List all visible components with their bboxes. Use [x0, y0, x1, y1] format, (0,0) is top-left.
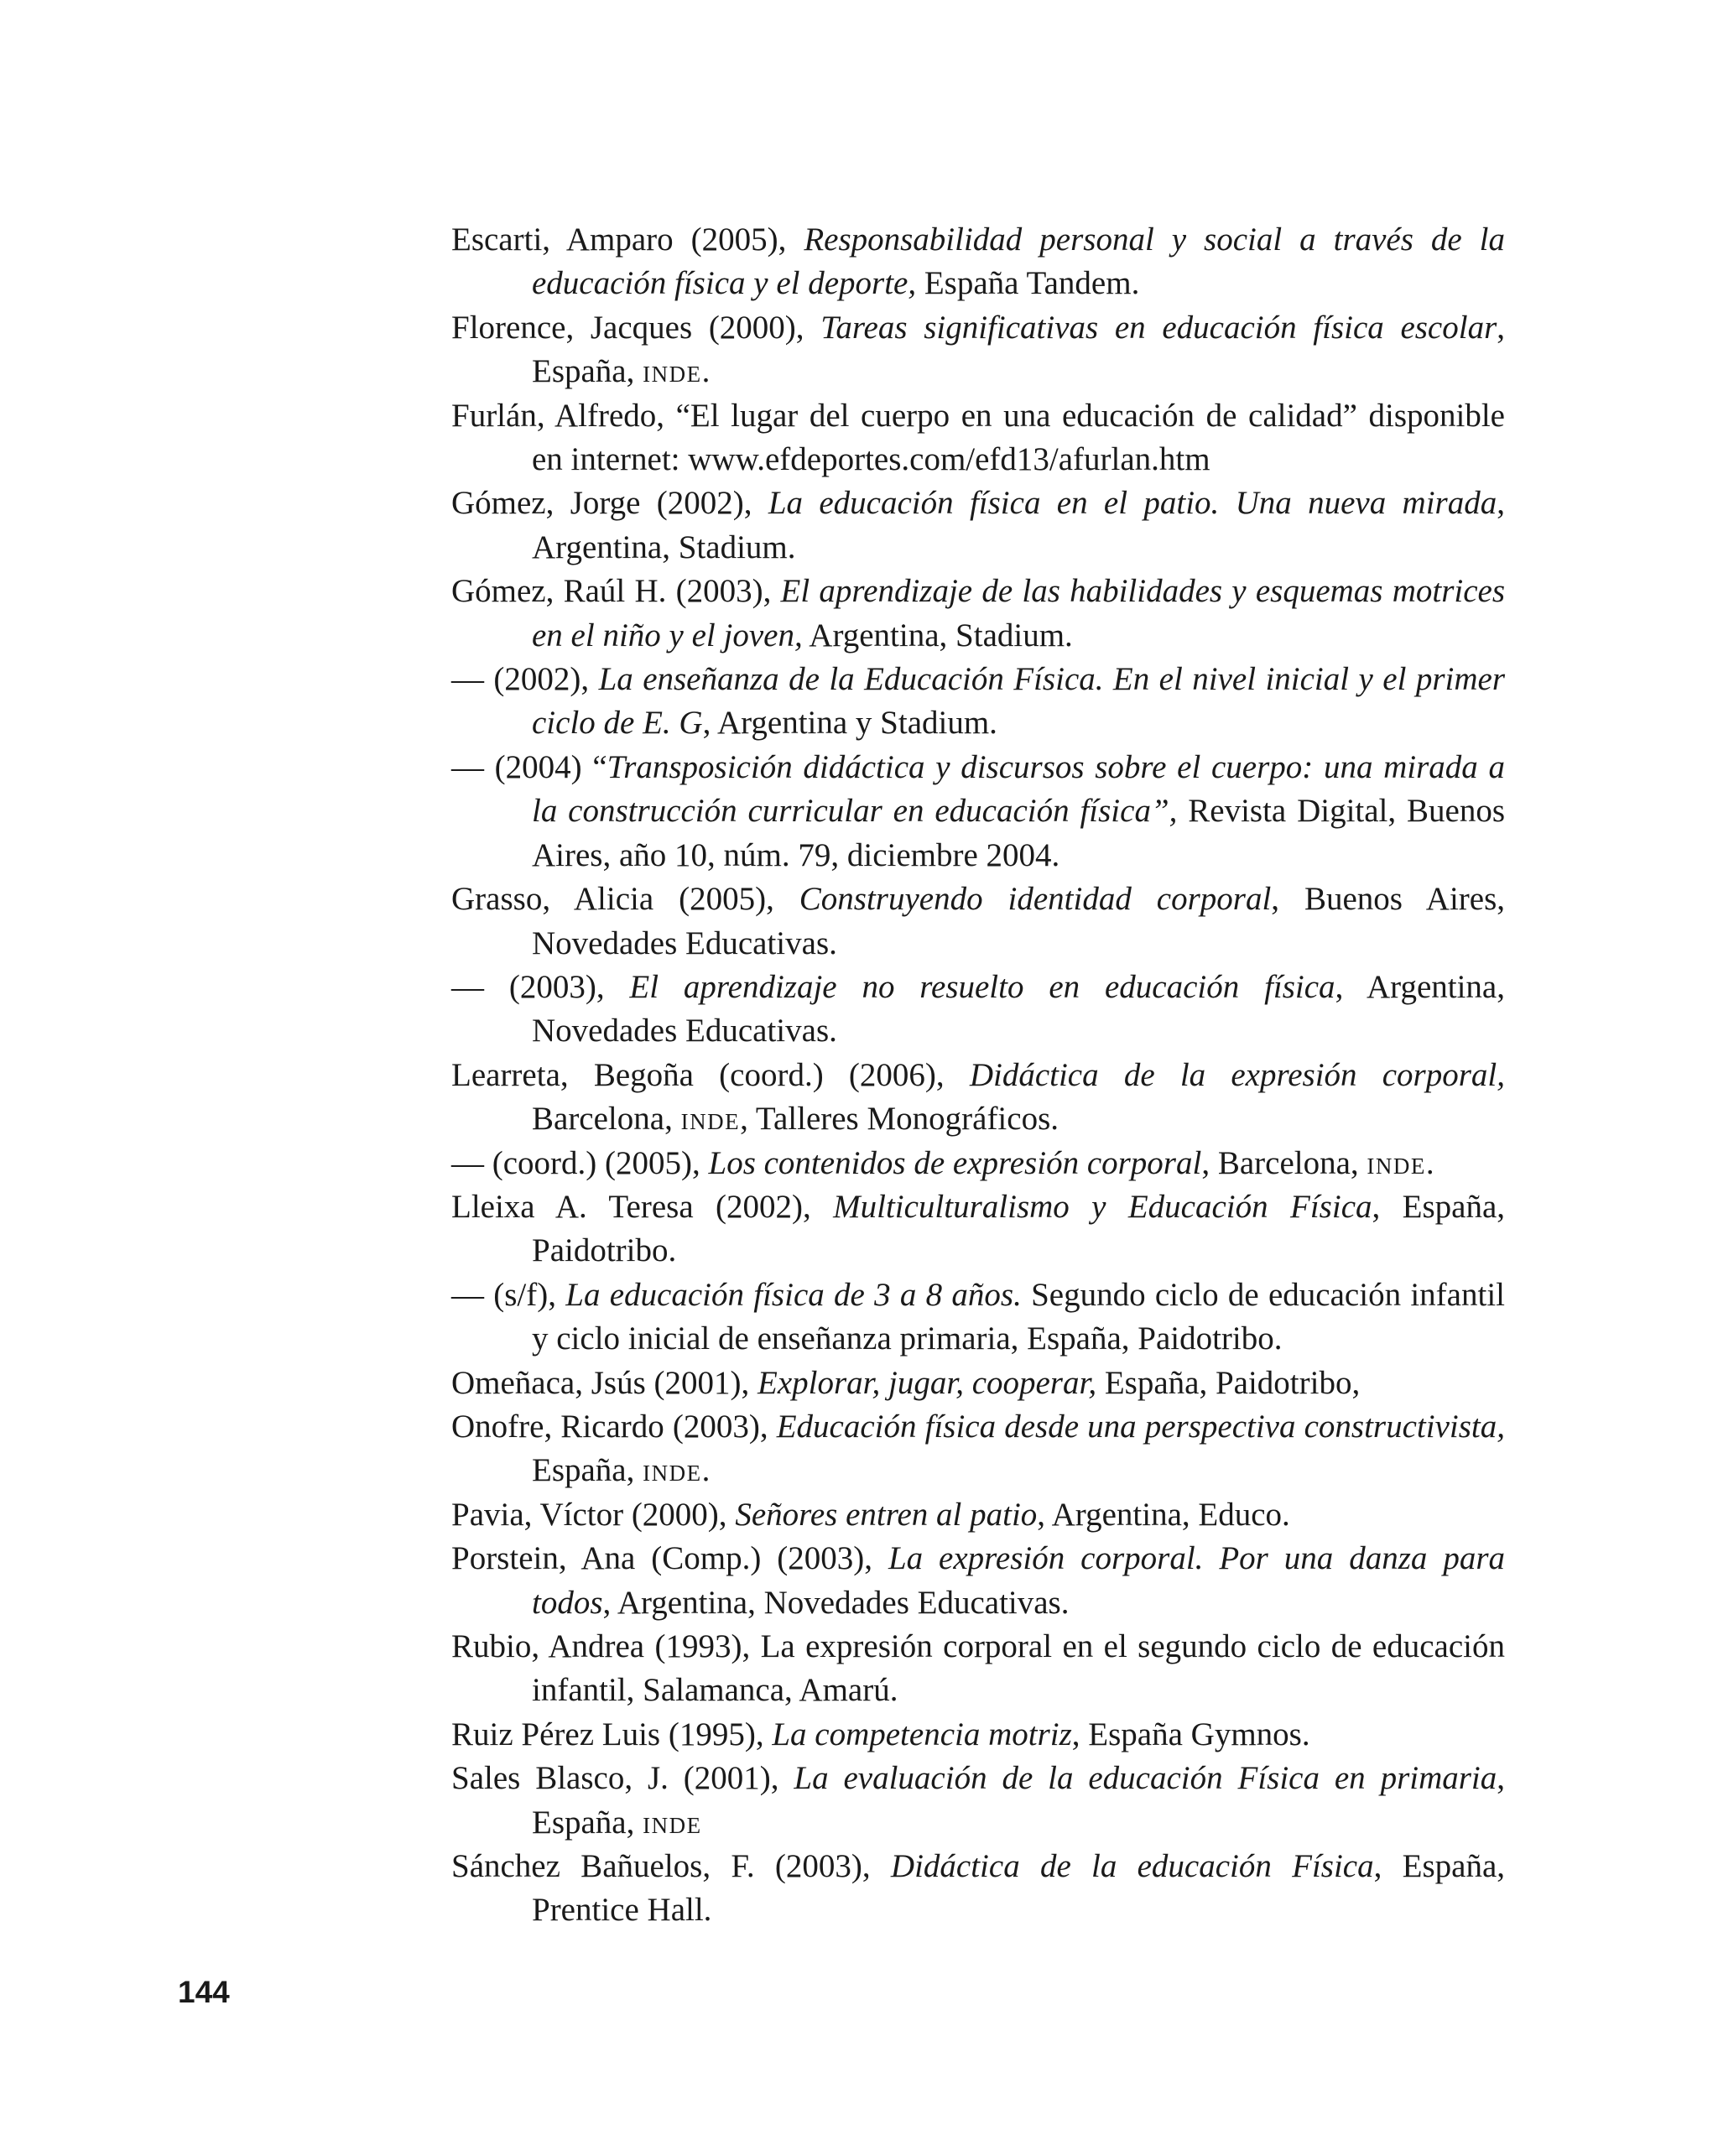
- entry-text: — (2002),: [451, 661, 599, 698]
- entry-title-italic: Didáctica de la expresión corporal,: [969, 1056, 1505, 1093]
- entry-text: Sánchez Bañuelos, F. (2003),: [451, 1848, 891, 1885]
- entry-title-italic: La educación física de 3 a 8 años.: [565, 1276, 1022, 1313]
- entry-text: , Argentina, Stadium.: [532, 485, 1505, 565]
- entry-text: , Argentina, Novedades Educativas.: [602, 1584, 1070, 1621]
- entry-text: , Argentina, Novedades Educativas.: [532, 968, 1505, 1049]
- bibliography-entry: [451, 394, 1505, 482]
- entry-text: , España, Paidotribo.: [532, 1188, 1506, 1269]
- entry-text: Barcelona,: [532, 1101, 681, 1138]
- bibliography-entry: [451, 218, 1505, 306]
- bibliography-entry: [451, 966, 1505, 1054]
- entry-text: Revista Digital, Buenos Aires, año 10, núm. 79, diciembre 2004.: [532, 793, 1505, 873]
- page-number: 144: [178, 1975, 230, 2009]
- publisher-small-caps: inde: [643, 353, 702, 390]
- bibliography-entry: [451, 306, 1505, 394]
- bibliography-entry: [451, 1054, 1505, 1142]
- entry-text: España Tandem.: [916, 265, 1140, 302]
- entry-text: .: [701, 1452, 711, 1489]
- entry-text: — (s/f),: [451, 1276, 566, 1313]
- entry-text: Furlán, Alfredo, “El lugar del cuerpo en una educación de calidad” disponible en internet: www.efdeportes.com/efd13/afurlan.htm: [451, 397, 1505, 478]
- entry-title-italic: Multiculturalismo y Educación Física: [833, 1188, 1372, 1225]
- publisher-small-caps: inde: [643, 1804, 702, 1841]
- entry-text: , Barcelona,: [1201, 1144, 1367, 1181]
- entry-text: Onofre, Ricardo (2003),: [451, 1408, 777, 1445]
- entry-title-italic: Señores entren al patio: [735, 1496, 1038, 1533]
- bibliography-entry: [451, 1625, 1505, 1713]
- entry-text: , Argentina, Educo.: [1037, 1496, 1290, 1533]
- entry-title-italic: Responsabilidad personal y social a través de la educación física y el deporte,: [532, 221, 1506, 302]
- entry-text: Lleixa A. Teresa (2002),: [451, 1188, 834, 1225]
- bibliography-list: [451, 218, 1505, 1933]
- entry-title-italic: Didáctica de la educación Física: [890, 1848, 1374, 1885]
- entry-text: Grasso, Alicia (2005),: [451, 881, 799, 918]
- entry-title-italic: Educación física desde una perspectiva constructivista,: [776, 1408, 1505, 1445]
- entry-text: Argentina, Stadium.: [802, 617, 1073, 654]
- bibliography-entry: [451, 1185, 1505, 1273]
- publisher-small-caps: inde: [680, 1101, 741, 1138]
- bibliography-entry: [451, 482, 1505, 570]
- entry-text: , España Gymnos.: [1071, 1716, 1310, 1752]
- entry-title-italic: La competencia motriz: [772, 1716, 1072, 1752]
- entry-title-italic: La expresión corporal. Por una danza para todos: [532, 1540, 1505, 1621]
- entry-title-italic: La evaluación de la educación Física en primaria: [794, 1760, 1497, 1797]
- entry-text: Pavia, Víctor (2000),: [451, 1496, 736, 1533]
- bibliography-entry: [451, 658, 1505, 746]
- entry-title-italic: Transposición didáctica y discursos sobre el cuerpo: una mirada a la construcción curricular en educación física”,: [532, 748, 1505, 830]
- entry-title-italic: Los contenidos de expresión corporal: [708, 1144, 1202, 1181]
- entry-text: Florence, Jacques (2000),: [451, 309, 821, 346]
- bibliography-entry: [451, 1405, 1505, 1493]
- entry-text: — (2003),: [451, 968, 630, 1005]
- entry-text: Learreta, Begoña (coord.) (2006),: [451, 1056, 970, 1093]
- entry-text: , España,: [532, 1760, 1506, 1841]
- entry-title-italic: El aprendizaje de las habilidades y esquemas motrices en el niño y el joven,: [532, 573, 1506, 654]
- bibliography-entry: [451, 1757, 1505, 1845]
- entry-title-italic: Construyendo identidad corporal: [799, 881, 1272, 918]
- entry-text: , Argentina y Stadium.: [702, 705, 997, 742]
- bibliography-entry: [451, 570, 1505, 658]
- entry-text: Porstein, Ana (Comp.) (2003),: [451, 1540, 888, 1577]
- publisher-small-caps: inde: [1367, 1144, 1426, 1181]
- bibliography-entry: [451, 1713, 1505, 1757]
- entry-text: — (coord.) (2005),: [451, 1144, 709, 1181]
- entry-title-italic: Explorar, jugar, cooperar,: [757, 1364, 1097, 1401]
- entry-text: España, Paidotribo,: [1096, 1364, 1361, 1401]
- bibliography-entry: [451, 1537, 1505, 1625]
- entry-text: Escarti, Amparo (2005),: [451, 221, 804, 258]
- bibliography-entry: [451, 1493, 1505, 1537]
- entry-text: Segundo ciclo de educación infantil y ciclo inicial de enseñanza primaria, España, Paidotribo.: [532, 1276, 1505, 1357]
- bibliography-entry: [451, 1362, 1505, 1405]
- entry-text: Sales Blasco, J. (2001),: [451, 1760, 794, 1797]
- entry-text: .: [701, 353, 711, 390]
- entry-text: Ruiz Pérez Luis (1995),: [451, 1716, 773, 1752]
- entry-text: , España, Prentice Hall.: [532, 1848, 1506, 1929]
- entry-text: — (2004) “: [451, 748, 607, 785]
- publisher-small-caps: inde: [643, 1452, 702, 1489]
- entry-text: .: [1425, 1144, 1434, 1181]
- bibliography-entry: [451, 1273, 1505, 1362]
- bibliography-entry: [451, 1142, 1505, 1185]
- entry-title-italic: La enseñanza de la Educación Física. En el nivel inicial y el primer ciclo de E. G: [532, 661, 1505, 742]
- bibliography-entry: [451, 746, 1505, 878]
- entry-text: Rubio, Andrea (1993), La expresión corporal en el segundo ciclo de educación infantil, Salamanca, Amarú.: [451, 1628, 1505, 1709]
- entry-title-italic: Tareas significativas en educación física escolar: [820, 309, 1497, 346]
- entry-title-italic: La educación física en el patio. Una nueva mirada: [768, 485, 1497, 522]
- entry-title-italic: El aprendizaje no resuelto en educación física: [629, 968, 1335, 1005]
- entry-text: , Buenos Aires, Novedades Educativas.: [532, 881, 1506, 961]
- entry-text: Omeñaca, Jsús (2001),: [451, 1364, 757, 1401]
- bibliography-entry: [451, 878, 1505, 966]
- bibliography-entry: [451, 1845, 1505, 1933]
- entry-text: , España,: [532, 309, 1506, 390]
- entry-text: , Talleres Monográficos.: [740, 1101, 1059, 1138]
- entry-text: Gómez, Jorge (2002),: [451, 485, 768, 522]
- entry-text: Gómez, Raúl H. (2003),: [451, 573, 781, 610]
- entry-text: España,: [532, 1452, 643, 1489]
